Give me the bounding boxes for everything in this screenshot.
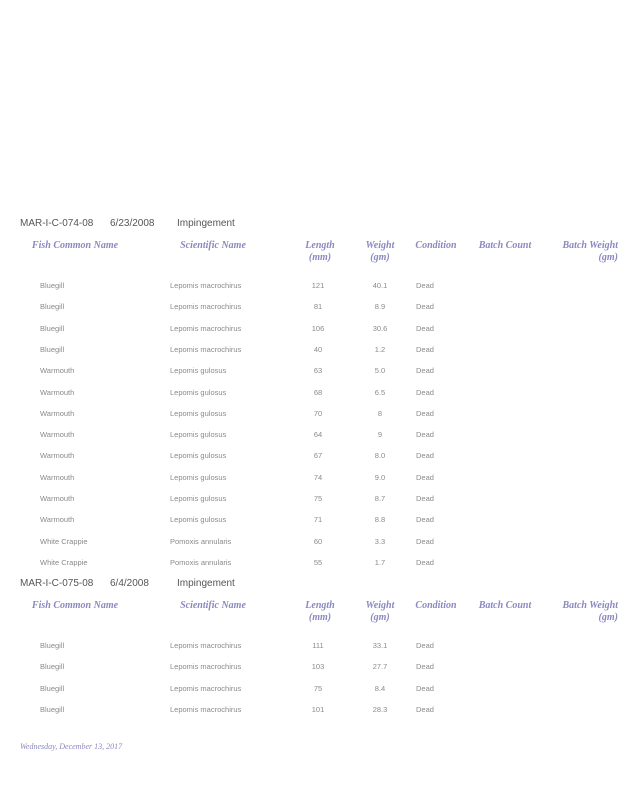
cell-common: Bluegill bbox=[40, 323, 65, 333]
cell-condition: Dead bbox=[416, 302, 434, 312]
cell-weight: 27.7 bbox=[372, 662, 388, 672]
cell-scientific: Pomoxis annularis bbox=[170, 536, 232, 546]
cell-condition: Dead bbox=[416, 344, 434, 354]
cell-scientific: Lepomis macrochirus bbox=[170, 704, 242, 714]
cell-condition: Dead bbox=[416, 662, 434, 672]
cell-scientific: Lepomis macrochirus bbox=[170, 662, 242, 672]
cell-scientific: Lepomis gulosus bbox=[170, 366, 227, 376]
cell-length: 106 bbox=[311, 323, 325, 333]
cell-condition: Dead bbox=[416, 472, 434, 482]
table-row bbox=[0, 558, 618, 572]
cell-common: Warmouth bbox=[40, 515, 75, 525]
cell-weight: 8 bbox=[377, 408, 383, 418]
table-row bbox=[0, 705, 618, 719]
table-row bbox=[0, 451, 618, 465]
cell-condition: Dead bbox=[416, 323, 434, 333]
column-header-batch-count: Batch Count bbox=[478, 600, 532, 611]
cell-common: Warmouth bbox=[40, 408, 75, 418]
section-date: 6/23/2008 bbox=[110, 218, 155, 229]
cell-condition: Dead bbox=[416, 366, 434, 376]
cell-scientific: Lepomis macrochirus bbox=[170, 281, 242, 290]
cell-length: 121 bbox=[311, 281, 325, 290]
cell-scientific: Pomoxis annularis bbox=[170, 557, 232, 567]
cell-length: 81 bbox=[313, 302, 323, 312]
cell-length: 60 bbox=[313, 536, 323, 546]
footer-date: Wednesday, December 13, 2017 bbox=[20, 742, 123, 751]
section-id: MAR-I-C-075-08 bbox=[20, 578, 94, 589]
column-header-condition: Condition bbox=[415, 240, 457, 251]
table-row bbox=[0, 494, 618, 508]
table-row bbox=[0, 345, 618, 359]
cell-weight: 8.7 bbox=[374, 494, 386, 503]
table-row bbox=[0, 537, 618, 551]
cell-weight: 28.3 bbox=[372, 704, 388, 714]
column-header-common: Fish Common Name bbox=[31, 600, 119, 611]
cell-condition: Dead bbox=[416, 408, 434, 418]
cell-weight: 5.0 bbox=[374, 366, 386, 376]
table-row bbox=[0, 409, 618, 423]
table-row bbox=[0, 366, 618, 380]
column-header-weight: Weight (gm) bbox=[365, 600, 395, 623]
cell-common: Bluegill bbox=[40, 281, 65, 290]
cell-common: Bluegill bbox=[40, 662, 65, 672]
cell-weight: 8.0 bbox=[374, 451, 386, 461]
section-type: Impingement bbox=[177, 578, 235, 589]
column-header-batch-weight: Batch Weight (gm) bbox=[562, 240, 618, 263]
table-row bbox=[0, 684, 618, 698]
cell-weight: 1.2 bbox=[374, 344, 386, 354]
cell-length: 55 bbox=[313, 557, 323, 567]
table-row bbox=[0, 324, 618, 338]
cell-weight: 8.8 bbox=[374, 515, 386, 525]
column-header-condition: Condition bbox=[415, 600, 457, 611]
cell-length: 111 bbox=[312, 641, 324, 650]
section-date: 6/4/2008 bbox=[110, 578, 149, 589]
cell-common: White Crappie bbox=[40, 557, 88, 567]
cell-weight: 40.1 bbox=[372, 281, 388, 290]
table-row bbox=[0, 302, 618, 316]
cell-scientific: Lepomis gulosus bbox=[170, 387, 227, 397]
cell-condition: Dead bbox=[416, 683, 434, 693]
column-header-batch-count: Batch Count bbox=[478, 240, 532, 251]
table-row bbox=[0, 515, 618, 529]
cell-weight: 6.5 bbox=[374, 387, 386, 397]
cell-length: 70 bbox=[313, 408, 323, 418]
cell-common: Bluegill bbox=[40, 641, 65, 650]
column-header-scientific: Scientific Name bbox=[180, 600, 246, 611]
cell-condition: Dead bbox=[416, 641, 434, 650]
cell-length: 63 bbox=[313, 366, 323, 376]
cell-weight: 8.9 bbox=[374, 302, 386, 312]
cell-condition: Dead bbox=[416, 430, 434, 440]
cell-scientific: Lepomis gulosus bbox=[170, 494, 227, 503]
cell-length: 75 bbox=[313, 683, 323, 693]
cell-condition: Dead bbox=[416, 387, 434, 397]
cell-length: 67 bbox=[313, 451, 323, 461]
cell-weight: 1.7 bbox=[374, 557, 386, 567]
cell-weight: 9.0 bbox=[374, 472, 386, 482]
table-row bbox=[0, 281, 618, 295]
column-header-length: Length (mm) bbox=[305, 600, 335, 623]
cell-common: Bluegill bbox=[40, 344, 65, 354]
cell-scientific: Lepomis macrochirus bbox=[170, 302, 242, 312]
table-row bbox=[0, 430, 618, 444]
cell-scientific: Lepomis gulosus bbox=[170, 451, 227, 461]
section-header bbox=[20, 218, 235, 229]
cell-scientific: Lepomis macrochirus bbox=[170, 344, 242, 354]
cell-common: Warmouth bbox=[40, 494, 75, 503]
cell-common: Bluegill bbox=[40, 302, 65, 312]
table-row bbox=[0, 388, 618, 402]
section-id: MAR-I-C-074-08 bbox=[20, 218, 94, 229]
section-type: Impingement bbox=[177, 218, 235, 229]
cell-weight: 8.4 bbox=[374, 683, 386, 693]
cell-scientific: Lepomis macrochirus bbox=[170, 323, 242, 333]
cell-scientific: Lepomis gulosus bbox=[170, 515, 227, 525]
cell-condition: Dead bbox=[416, 494, 434, 503]
cell-weight: 33.1 bbox=[372, 641, 388, 650]
column-header-weight: Weight (gm) bbox=[365, 240, 395, 263]
cell-scientific: Lepomis gulosus bbox=[170, 408, 227, 418]
cell-weight: 3.3 bbox=[374, 536, 386, 546]
column-header-length: Length (mm) bbox=[305, 240, 335, 263]
cell-length: 40 bbox=[313, 344, 323, 354]
section-header bbox=[20, 578, 235, 589]
cell-length: 74 bbox=[313, 472, 323, 482]
cell-common: Warmouth bbox=[40, 472, 75, 482]
cell-common: Warmouth bbox=[40, 366, 75, 376]
cell-condition: Dead bbox=[416, 704, 434, 714]
table-row bbox=[0, 473, 618, 487]
cell-length: 64 bbox=[313, 430, 323, 440]
cell-condition: Dead bbox=[416, 536, 434, 546]
column-header-batch-weight: Batch Weight (gm) bbox=[562, 600, 618, 623]
column-header-common: Fish Common Name bbox=[31, 240, 119, 251]
cell-length: 101 bbox=[311, 704, 325, 714]
cell-common: Bluegill bbox=[40, 683, 65, 693]
cell-condition: Dead bbox=[416, 281, 434, 290]
cell-condition: Dead bbox=[416, 451, 434, 461]
cell-length: 75 bbox=[313, 494, 323, 503]
cell-scientific: Lepomis gulosus bbox=[170, 430, 227, 440]
cell-common: Warmouth bbox=[40, 451, 75, 461]
cell-length: 103 bbox=[311, 662, 325, 672]
cell-weight: 30.6 bbox=[372, 323, 388, 333]
cell-common: Warmouth bbox=[40, 430, 75, 440]
cell-scientific: Lepomis gulosus bbox=[170, 472, 227, 482]
cell-common: Bluegill bbox=[40, 704, 65, 714]
table-row bbox=[0, 641, 618, 655]
column-header-scientific: Scientific Name bbox=[180, 240, 246, 251]
table-row bbox=[0, 662, 618, 676]
cell-length: 71 bbox=[313, 515, 323, 525]
cell-common: White Crappie bbox=[40, 536, 88, 546]
cell-scientific: Lepomis macrochirus bbox=[170, 641, 242, 650]
cell-weight: 9 bbox=[377, 430, 383, 440]
cell-common: Warmouth bbox=[40, 387, 75, 397]
cell-scientific: Lepomis macrochirus bbox=[170, 683, 242, 693]
cell-length: 68 bbox=[313, 387, 323, 397]
cell-condition: Dead bbox=[416, 557, 434, 567]
cell-condition: Dead bbox=[416, 515, 434, 525]
